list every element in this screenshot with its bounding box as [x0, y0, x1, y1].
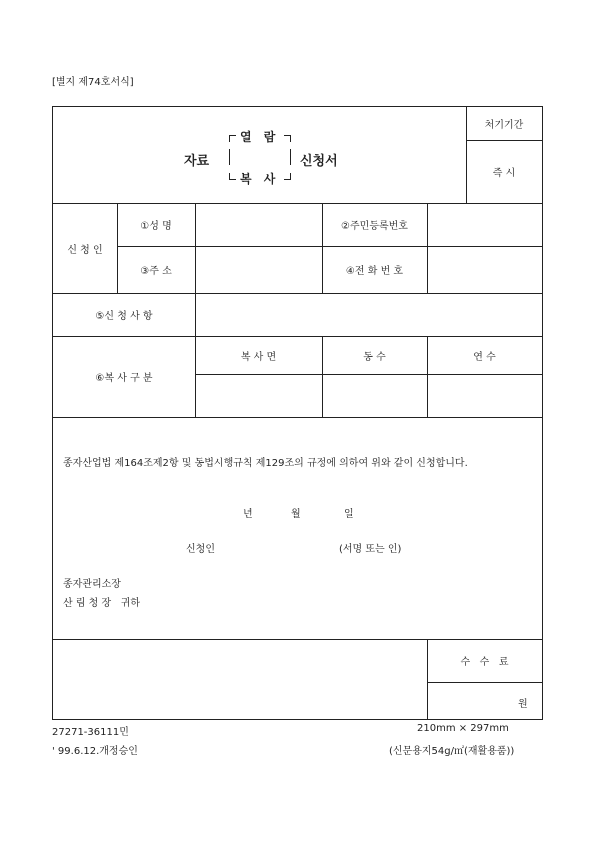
name-field[interactable] — [196, 204, 321, 245]
name-label: ①성 명 — [140, 221, 172, 232]
fee-unit: 원 — [518, 699, 528, 710]
copy-volumes-field[interactable] — [323, 375, 426, 416]
title-option-bracket — [229, 127, 291, 186]
application-form — [52, 106, 543, 720]
date-year-field[interactable] — [259, 501, 283, 517]
title-option-view: 열 람 — [240, 130, 280, 144]
date-year: 년 — [243, 509, 253, 520]
date-day: 일 — [344, 509, 354, 520]
fee-label: 수 수 료 — [460, 657, 509, 668]
signature-note: (서명 또는 인) — [339, 544, 402, 555]
processing-period-label: 처기기간 — [484, 120, 524, 131]
copy-volumes-header: 동 수 — [363, 351, 386, 363]
bracket-side — [229, 149, 230, 165]
paper-spec: (신문용지54g/㎡(재활용품)) — [389, 746, 515, 757]
bracket-corner — [229, 135, 236, 142]
title-suffix: 신청서 — [300, 154, 338, 169]
form-code: 27271-36111민 — [52, 727, 129, 738]
id-number-label: ②주민등록번호 — [341, 221, 408, 232]
title-prefix: 자료 — [184, 154, 210, 169]
paper-size: 210mm × 297mm — [417, 723, 509, 734]
bracket-corner — [284, 173, 291, 180]
signature-field[interactable] — [223, 535, 333, 553]
bracket-side — [290, 149, 291, 165]
recipient-line-1: 종자관리소장 — [63, 579, 121, 590]
bracket-corner — [284, 135, 291, 142]
applicant-label: 신 청 인 — [67, 244, 103, 256]
phone-label: ④전 화 번 호 — [345, 266, 404, 277]
processing-period-value: 즉 시 — [492, 168, 516, 179]
copy-type-label: ⑥복 사 구 분 — [95, 373, 153, 384]
address-label: ③주 소 — [140, 266, 172, 277]
approval-note: ' 99.6.12.개정승인 — [52, 746, 138, 757]
form-number: [별지 제74호서식] — [52, 77, 134, 88]
title-option-copy: 복 사 — [240, 172, 280, 186]
phone-field[interactable] — [428, 247, 542, 292]
copy-pages-field[interactable] — [196, 375, 321, 416]
application-statement: 종자산업법 제164조제2항 및 동법시행규칙 제129조의 규정에 의하여 위와 같이 신청합니다. — [63, 458, 468, 469]
address-field[interactable] — [196, 247, 321, 292]
recipient-line-2: 산 림 청 장 귀하 — [63, 598, 141, 609]
copy-years-field[interactable] — [428, 375, 542, 416]
signature-label: 신청인 — [186, 544, 215, 555]
id-number-field[interactable] — [428, 204, 542, 245]
request-field[interactable] — [196, 294, 542, 335]
fee-amount-field[interactable] — [428, 683, 523, 718]
copy-pages-header: 복 사 면 — [240, 351, 277, 363]
request-label: ⑤신 청 사 항 — [95, 311, 153, 322]
date-month-field[interactable] — [307, 501, 337, 517]
divider — [53, 417, 542, 418]
copy-years-header: 연 수 — [473, 351, 496, 363]
date-month: 월 — [291, 509, 301, 520]
bracket-corner — [229, 173, 236, 180]
